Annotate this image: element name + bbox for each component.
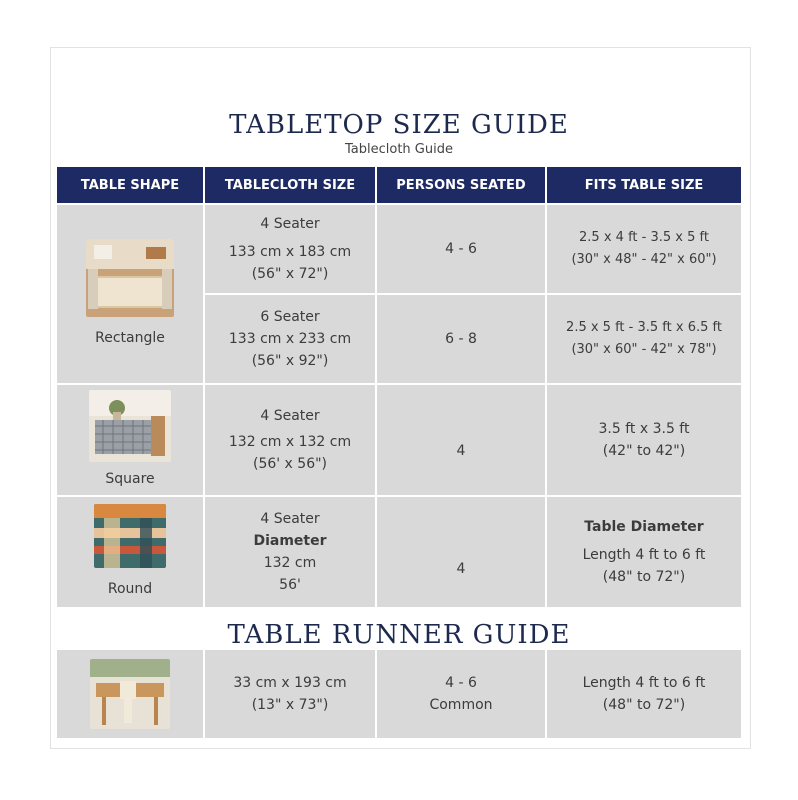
fits-inch: (42" to 42") — [602, 443, 686, 459]
fits-cell-rect-4-seater — [547, 205, 741, 293]
diameter-label: Diameter — [253, 533, 327, 549]
size-cm: 132 cm — [263, 555, 317, 571]
column-header-tablecloth-size: TABLECLOTH SIZE — [205, 167, 375, 203]
seater-label: 4 Seater — [260, 511, 320, 527]
seater-label: 6 Seater — [260, 309, 320, 325]
fits-cell-round — [547, 497, 741, 607]
size-inch: (13" x 73") — [251, 697, 329, 713]
size-inch: (56" x 72") — [251, 266, 329, 282]
tablecloth-cell-rect-4-seater — [205, 205, 375, 293]
tablecloth-cell-square — [205, 385, 375, 495]
persons-cell-square — [377, 385, 545, 495]
seater-label: 4 Seater — [260, 216, 320, 232]
shape-cell-square — [57, 385, 203, 495]
shape-cell-round — [57, 497, 203, 607]
fits-inch: (30" x 60" - 42" x 78") — [571, 342, 717, 357]
size-inch: 56' — [279, 577, 301, 593]
runner-shape-cell — [57, 650, 203, 738]
shape-label-round: Round — [107, 581, 153, 597]
fits-ft: 2.5 x 5 ft - 3.5 ft x 6.5 ft — [566, 320, 722, 335]
shape-label-square: Square — [105, 471, 155, 487]
persons-cell-rect-6-seater — [377, 295, 545, 383]
seater-label: 4 Seater — [260, 408, 320, 424]
runner-section-title: TABLE RUNNER GUIDE — [227, 620, 571, 650]
column-header-table-shape: TABLE SHAPE — [57, 167, 203, 203]
shape-cell-rectangle — [57, 205, 203, 383]
persons-value: 6 - 8 — [445, 331, 477, 347]
persons-value: 4 - 6 — [445, 241, 477, 257]
size-cm: 133 cm x 183 cm — [228, 244, 352, 260]
page-title: TABLETOP SIZE GUIDE — [229, 110, 569, 140]
round-table-photo — [94, 504, 166, 568]
fits-length: Length 4 ft to 6 ft — [582, 547, 706, 563]
runner-fits-cell — [547, 650, 741, 738]
tablecloth-cell-round — [205, 497, 375, 607]
tablecloth-cell-rect-6-seater — [205, 295, 375, 383]
size-inch: (56' x 56") — [252, 456, 328, 472]
persons-cell-rect-4-seater — [377, 205, 545, 293]
size-cm: 132 cm x 132 cm — [228, 434, 352, 450]
square-table-photo — [89, 390, 171, 462]
fits-ft: 2.5 x 4 ft - 3.5 x 5 ft — [579, 230, 709, 245]
page-subtitle: Tablecloth Guide — [345, 142, 453, 157]
column-header-persons-seated: PERSONS SEATED — [377, 167, 545, 203]
size-inch: (56" x 92") — [251, 353, 329, 369]
table-diameter-heading: Table Diameter — [584, 519, 704, 535]
table-runner-photo — [90, 659, 170, 729]
runner-persons-cell — [377, 650, 545, 738]
persons-note: Common — [429, 697, 493, 713]
size-cm: 133 cm x 233 cm — [228, 331, 352, 347]
fits-inch: (48" to 72") — [602, 569, 686, 585]
rectangle-table-photo — [86, 239, 174, 317]
persons-value: 4 - 6 — [445, 675, 477, 691]
shape-label-rectangle: Rectangle — [95, 330, 165, 346]
runner-size-cell — [205, 650, 375, 738]
fits-ft: 3.5 ft x 3.5 ft — [598, 421, 690, 437]
fits-length: Length 4 ft to 6 ft — [582, 675, 706, 691]
fits-inch: (30" x 48" - 42" x 60") — [571, 252, 717, 267]
fits-cell-square — [547, 385, 741, 495]
persons-value: 4 — [456, 443, 466, 459]
size-cm: 33 cm x 193 cm — [233, 675, 347, 691]
persons-value: 4 — [456, 561, 466, 577]
column-header-fits-table-size: FITS TABLE SIZE — [547, 167, 741, 203]
fits-cell-rect-6-seater — [547, 295, 741, 383]
persons-cell-round — [377, 497, 545, 607]
fits-inch: (48" to 72") — [602, 697, 686, 713]
